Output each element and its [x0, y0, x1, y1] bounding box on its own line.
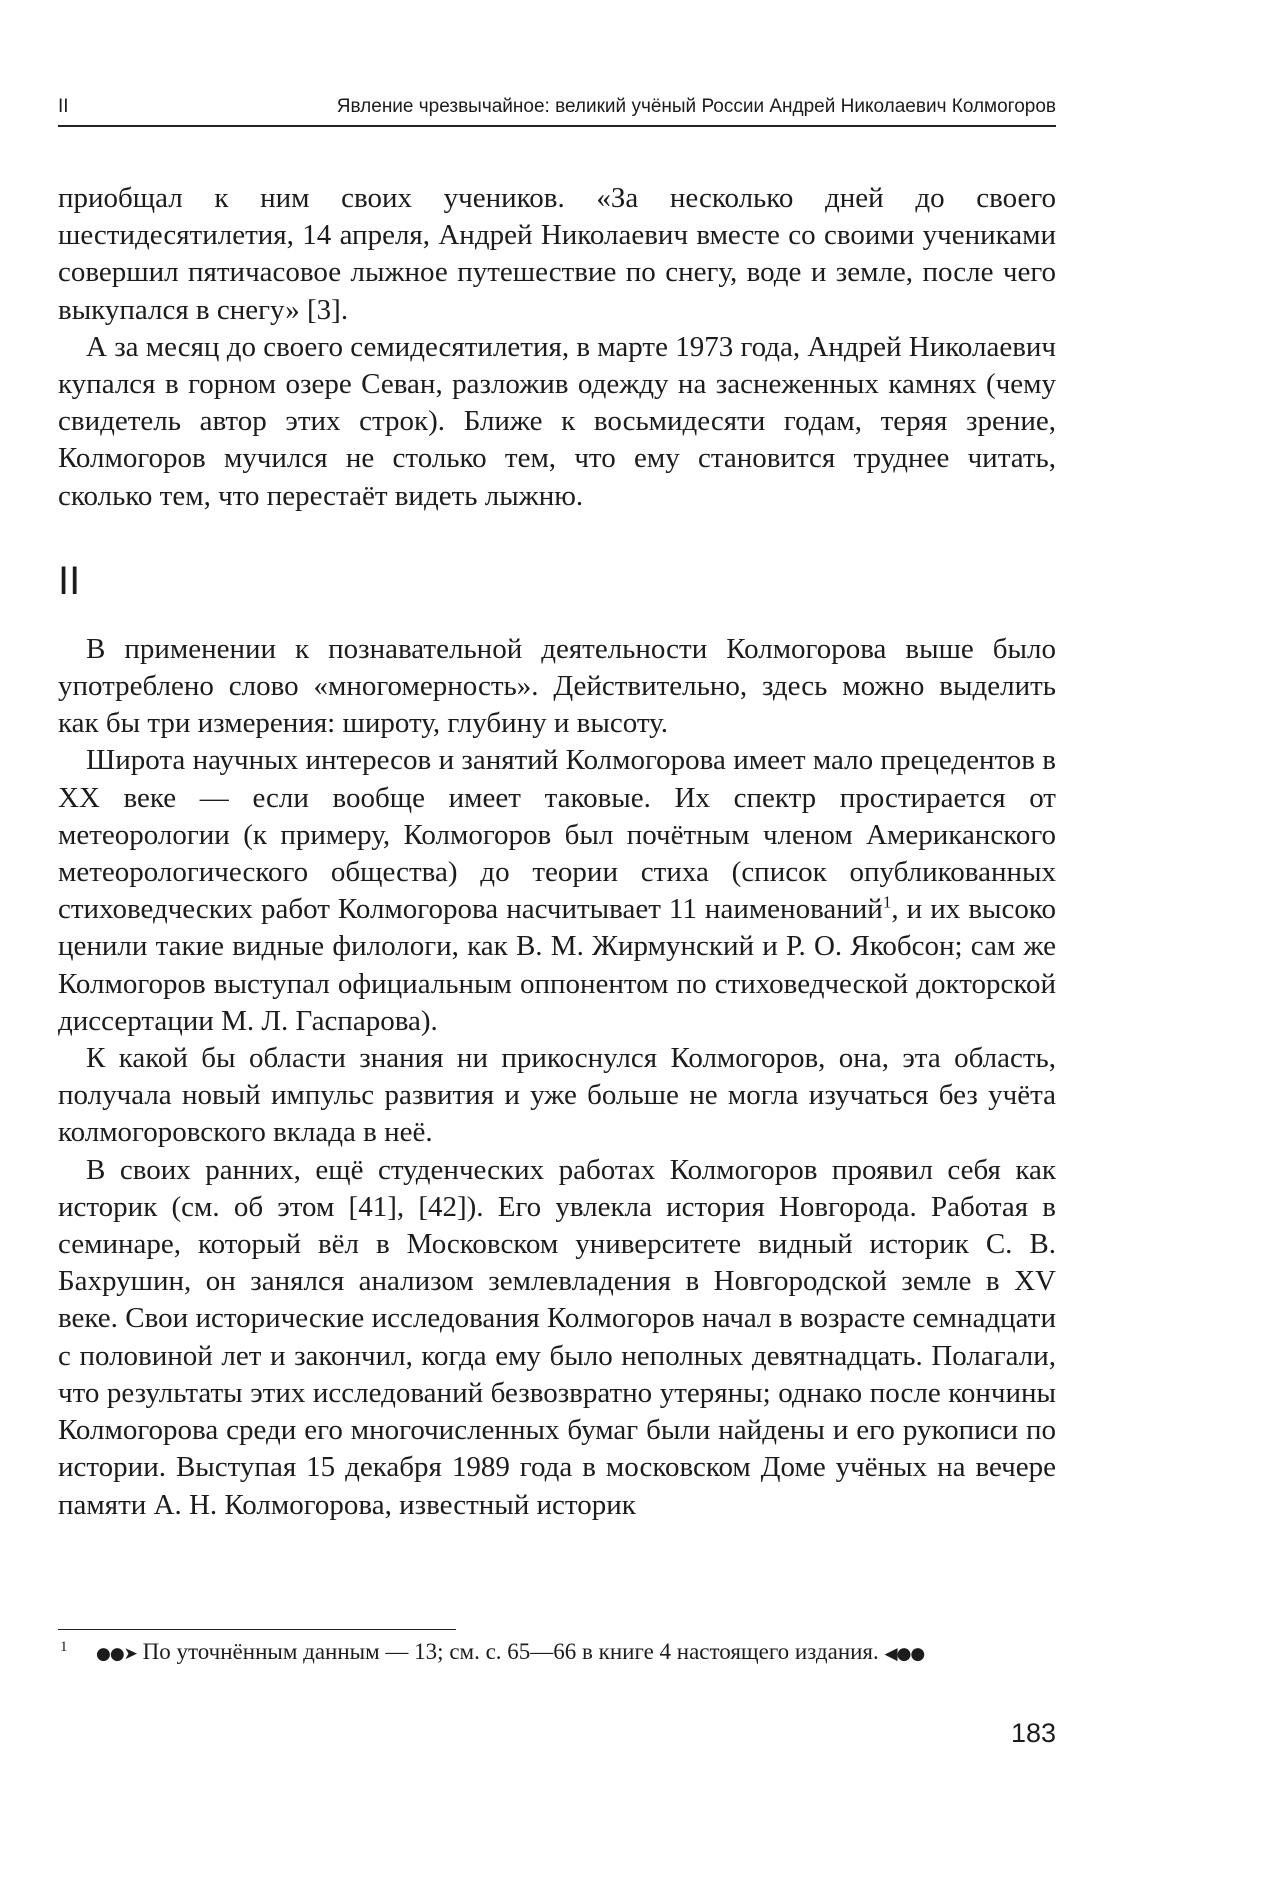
paragraph-4-part-1: Широта научных интересов и занятий Колмогорова имеет мало прецедентов в XX веке — если вообще имеет таковые. Их спектр простирается от метеорологии (к примеру, Колмогоров был почётным членом Американского метеорологического общества) до теории стиха (список опубликованных стиховедческих работ Колмогорова насчитывает 11 наименований: [58, 744, 1056, 926]
paragraph-1: приобщал к ним своих учеников. «За несколько дней до своего шестидесятилетия, 14 апреля, Андрей Николаевич вместе со своими учениками совершил пятичасовое лыжное путешествие по снегу, воде и земле, после чего выкупался в снегу» [3].: [58, 182, 1056, 326]
footnote-rule: [58, 1629, 456, 1630]
paragraph-5: К какой бы области знания ни прикоснулся Колмогоров, она, эта область, получала новый импульс развития и уже больше не могла изучаться без учёта колмогоровского вклада в неё.: [58, 1042, 1056, 1149]
section-heading: II: [58, 558, 81, 603]
header-running-title: Явление чрезвычайное: великий учёный России Андрей Николаевич Колмогоров: [336, 96, 1056, 117]
paragraph-4-part-2: , и их высоко ценили такие видные филологи, как В. М. Жирмунский и Р. О. Якобсон; сам же Колмогоров выступал официальным оппонентом по стиховедческой докторской диссертации М. Л. Гаспарова).: [58, 893, 1056, 1037]
editorial-close-mark-icon: ◀●●: [884, 1644, 925, 1664]
footnote-reference[interactable]: 1: [882, 892, 892, 912]
footnote: [58, 1637, 1056, 1669]
footnote-text: По уточнённым данным — 13; см. с. 65—66 в книге 4 настоящего издания.: [142, 1639, 879, 1664]
editorial-open-mark-icon: ●●➤: [96, 1644, 137, 1664]
paragraph-6: В своих ранних, ещё студенческих работах Колмогоров проявил себя как историк (см. об этом [41], [42]). Его увлекла история Новгорода. Работая в семинаре, который вёл в Московском университете видный историк С. В. Бахрушин, он занялся анализом землевладения в Новгородской земле в XV веке. Свои исторические исследования Колмогоров начал в возрасте семнадцати с половиной лет и закончил, когда ему было неполных девятнадцать. Полагали, что результаты этих исследований безвозвратно утеряны; однако после кончины Колмогорова среди его многочисленных бумаг были найдены и его рукописи по истории. Выступая 15 декабря 1989 года в московском Доме учёных на вечере памяти А. Н. Колмогорова, известный историк: [58, 1153, 1056, 1521]
paragraph-2: А за месяц до своего семидесятилетия, в марте 1973 года, Андрей Николаевич купался в горном озере Севан, разложив одежду на заснеженных камнях (чему свидетель автор этих строк). Ближе к восьмидесяти годам, теряя зрение, Колмогоров мучился не столько тем, что ему становится труднее читать, сколько тем, что перестаёт видеть лыжню.: [58, 330, 1056, 512]
page-number: 183: [1010, 1718, 1056, 1748]
paragraph-4: [58, 742, 1056, 1040]
main-text: [58, 180, 1056, 1524]
footnote-body: [58, 1637, 1056, 1669]
header-rule: [58, 125, 1056, 127]
paragraph-3: В применении к познавательной деятельности Колмогорова выше было употреблено слово «многомерность». Действительно, здесь можно выделить как бы три измерения: широту, глубину и высоту.: [58, 632, 1056, 740]
footnote-number: 1: [60, 1639, 68, 1655]
header-section-number: II: [58, 96, 69, 117]
